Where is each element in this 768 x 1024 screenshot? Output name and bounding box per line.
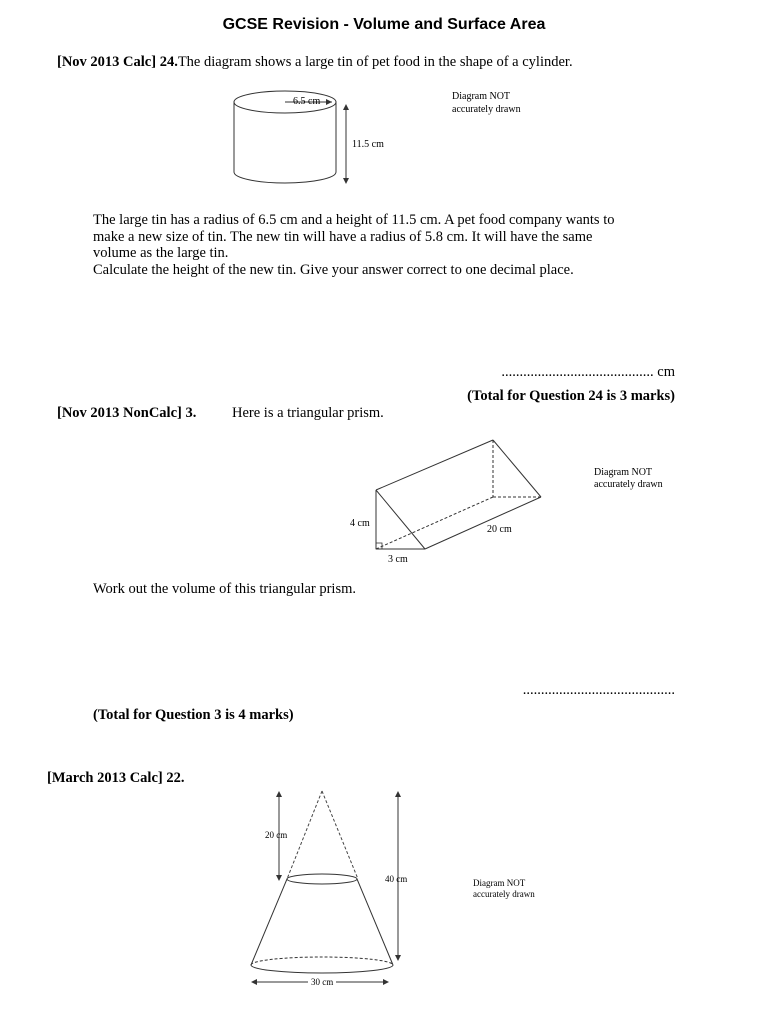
frustum-note-line2: accurately drawn xyxy=(473,889,535,899)
text-line: volume as the large tin. xyxy=(93,245,229,261)
triangular-prism-diagram xyxy=(345,435,685,570)
question-22-ref: [March 2013 Calc] 22. xyxy=(47,770,185,786)
prism-length-label: 20 cm xyxy=(487,524,512,535)
text-line: Calculate the height of the new tin. Give your answer correct to one decimal place. xyxy=(93,261,574,278)
text-line: The large tin has a radius of 6.5 cm and a height of 11.5 cm. A pet food company wants to xyxy=(93,212,615,228)
question-3-ref: [Nov 2013 NonCalc] 3. xyxy=(57,405,197,421)
question-24-heading xyxy=(57,54,573,71)
frustum-total-height-label: 40 cm xyxy=(385,874,408,884)
text-line: make a new size of tin. The new tin will have a radius of 5.8 cm. It will have the same xyxy=(93,228,593,245)
prism-height-label: 4 cm xyxy=(350,518,370,529)
question-24-text xyxy=(93,212,614,278)
frustum-note-line1: Diagram NOT xyxy=(473,878,526,888)
height-label: 11.5 cm xyxy=(352,139,384,150)
diagram-note-line1: Diagram NOT xyxy=(452,91,511,102)
prism-note-line1: Diagram NOT xyxy=(594,467,653,478)
frustum-base-label: 30 cm xyxy=(311,977,334,987)
question-3-answer-line: .......................................... xyxy=(522,682,675,698)
question-24-ref: [Nov 2013 Calc] 24. xyxy=(57,54,178,70)
question-3-intro: Here is a triangular prism. xyxy=(232,405,384,421)
question-3-total: (Total for Question 3 is 4 marks) xyxy=(93,707,294,723)
page-title: GCSE Revision - Volume and Surface Area xyxy=(222,16,546,33)
question-24-answer-line: .......................................... cm xyxy=(501,364,675,380)
radius-label: 6.5 cm xyxy=(293,96,321,107)
cylinder-diagram xyxy=(225,88,555,188)
diagram-note-line2: accurately drawn xyxy=(452,104,521,115)
frustum-diagram xyxy=(240,785,560,995)
question-24-intro: The diagram shows a large tin of pet food in the shape of a cylinder. xyxy=(177,54,573,70)
question-3-instruction: Work out the volume of this triangular prism. xyxy=(93,581,357,597)
frustum-top-height-label: 20 cm xyxy=(265,830,288,840)
question-24-total: (Total for Question 24 is 3 marks) xyxy=(467,388,675,404)
prism-note-line2: accurately drawn xyxy=(594,479,663,490)
prism-base-label: 3 cm xyxy=(388,554,408,565)
